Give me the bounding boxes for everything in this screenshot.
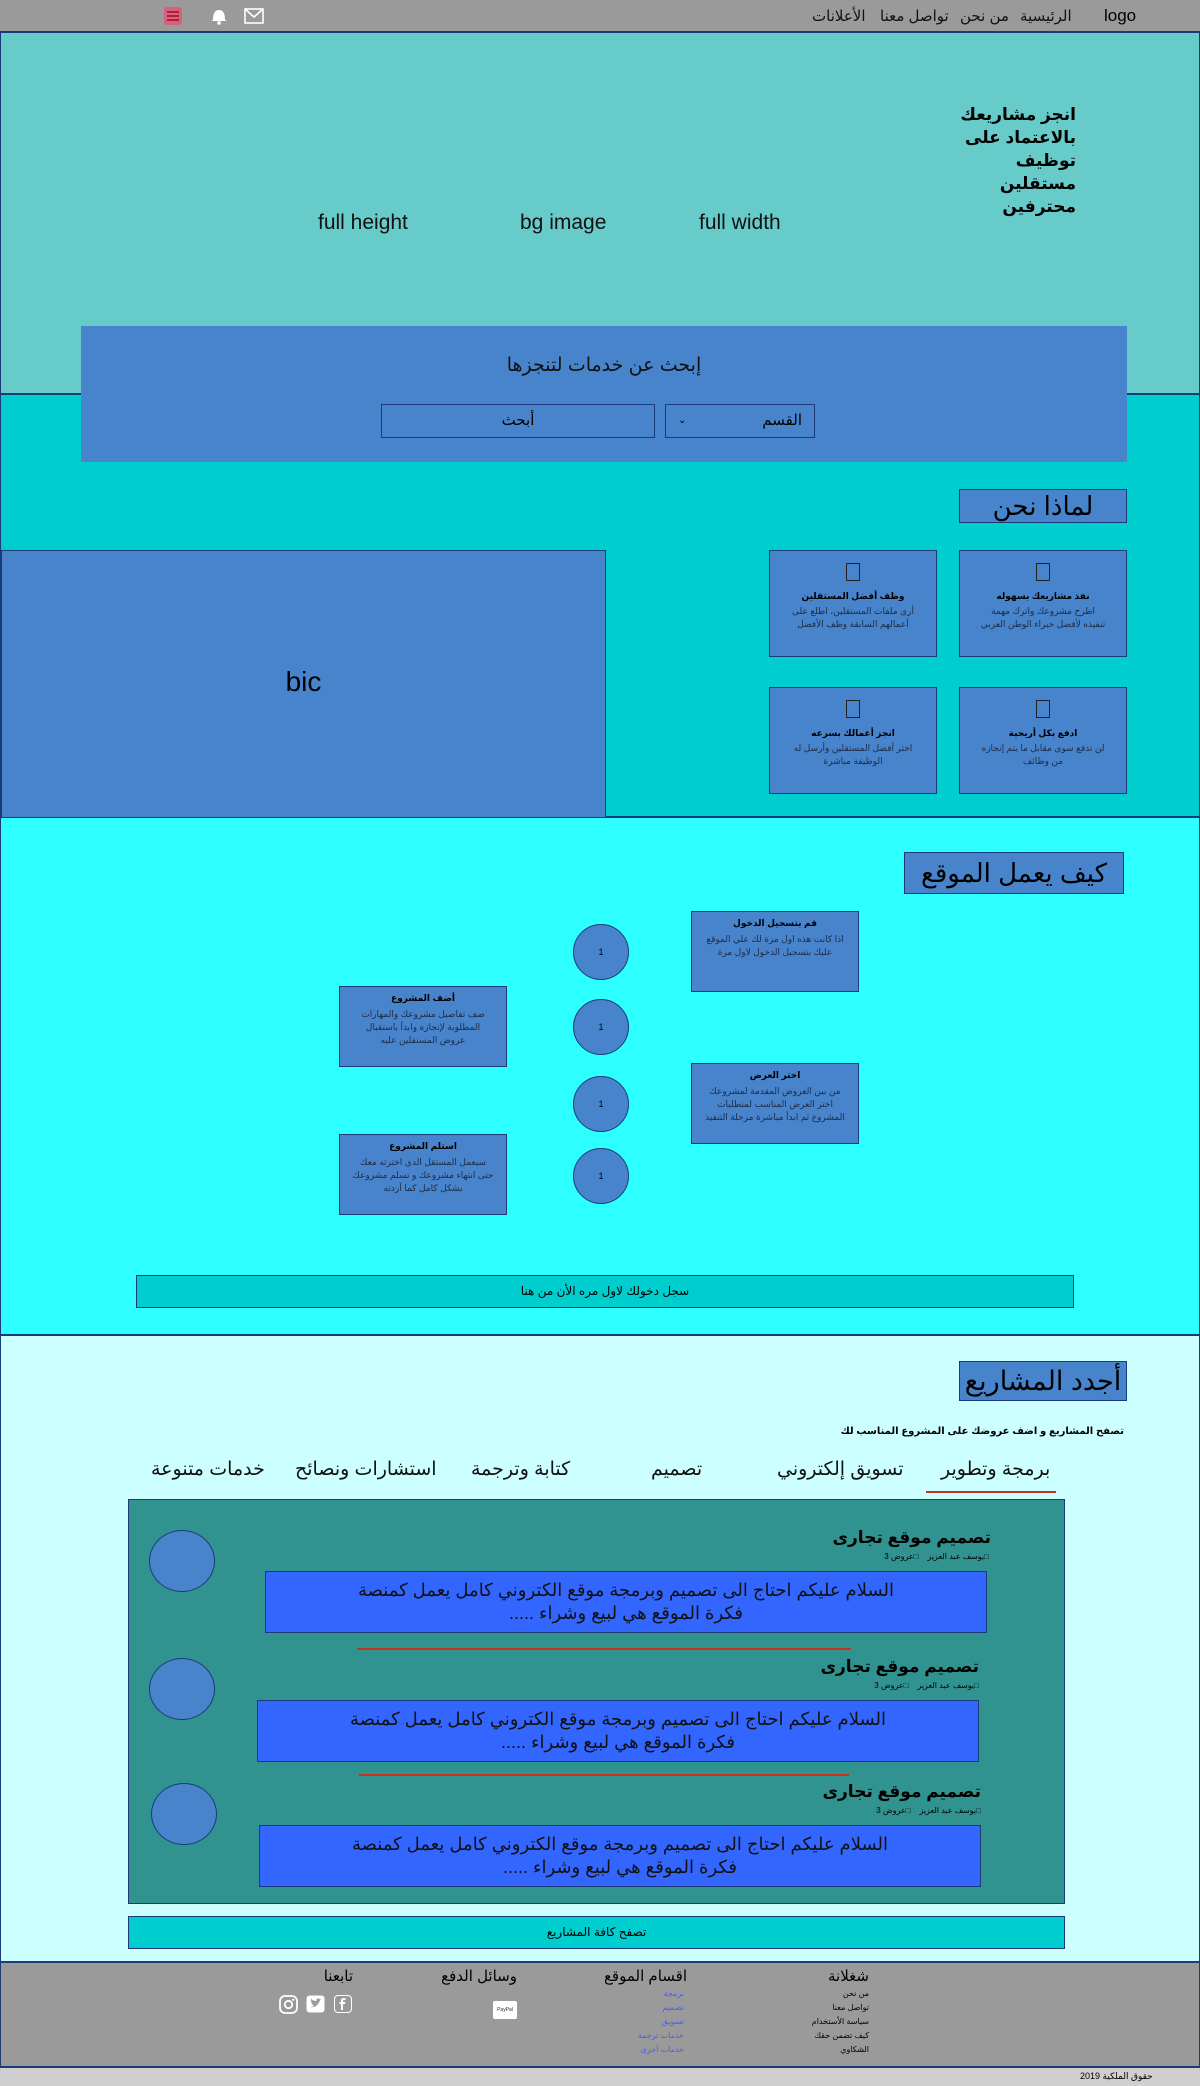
- feature-card: [959, 687, 1127, 794]
- latest-projects-section: [0, 1335, 1200, 1962]
- step-desc: من بين العروض المقدمة لمشروعك اختر العرض المناسب لمتطلبات المشروع ثم ابدأ مباشرة مرحلة التنفيذ: [705, 1086, 845, 1122]
- step-number-circle: 1: [573, 924, 629, 980]
- footer-link[interactable]: كيف تضمن حقك: [814, 2031, 869, 2040]
- feature-title: انجز أعمالك بسرعه: [811, 728, 895, 738]
- project-offers: عروض 3: [876, 1806, 906, 1815]
- footer-section-link[interactable]: تصميم: [662, 2003, 684, 2012]
- footer-link[interactable]: تواصل معنا: [832, 2003, 869, 2012]
- footer-section-link[interactable]: خدمات ترجمة: [637, 2031, 684, 2040]
- project-title[interactable]: تصميم موقع تجارى: [822, 1782, 981, 1801]
- project-offers: عروض 3: [884, 1552, 914, 1561]
- footer-sections-title: اقسام الموقع: [603, 1968, 687, 1985]
- how-it-works-title: كيف يعمل الموقع: [904, 852, 1124, 894]
- step-card: [691, 1063, 859, 1144]
- step-desc: ضف تفاصيل مشروعك والمهارات المطلوبة لإنجازه وابدأ باستقبال عروض المستقلين عليه: [361, 1009, 485, 1045]
- footer-link[interactable]: سياسة الأستخدام: [811, 2017, 869, 2026]
- tab-writing[interactable]: كتابة وترجمة: [471, 1459, 571, 1480]
- footer-link[interactable]: من نحن: [842, 1989, 869, 1998]
- feature-title: ادفع بكل أريحية: [1008, 728, 1078, 738]
- feature-icon: [1036, 700, 1050, 718]
- footer-brand-title: شغلانة: [828, 1968, 869, 1985]
- footer: [0, 1962, 1200, 2067]
- tab-marketing[interactable]: تسويق إلكتروني: [777, 1459, 904, 1480]
- hero-tag-bg-image: bg image: [520, 211, 607, 234]
- feature-desc: اطرح مشروعك واترك مهمة تنفيذه لأفضل خبراء الوطن العربي: [980, 606, 1106, 629]
- projects-list: [128, 1499, 1065, 1904]
- hero-tag-full-width: full width: [699, 211, 781, 234]
- tab-consulting[interactable]: استشارات ونصائح: [295, 1459, 437, 1480]
- nav-link-contact[interactable]: تواصل معنا: [880, 8, 949, 25]
- paypal-badge: [493, 2001, 517, 2019]
- project-title[interactable]: تصميم موقع تجارى: [820, 1657, 979, 1676]
- feature-desc: أرى ملفات المستقلين، اطلع على أعمالهم السابقة وظف الأفضل: [792, 606, 914, 629]
- mail-icon[interactable]: [244, 8, 264, 29]
- search-button[interactable]: أبحث: [381, 404, 655, 438]
- project-desc-line: فكرة الموقع هي لبيع وشراء .....: [503, 1857, 737, 1877]
- feature-card: [769, 550, 937, 657]
- project-separator: [357, 1648, 851, 1650]
- copyright-bar: [0, 2067, 1200, 2086]
- logo[interactable]: logo: [1104, 6, 1137, 25]
- hero-title-line: محترفين: [1002, 197, 1076, 216]
- feature-title: نفذ مشاريعك بسهوله: [996, 591, 1090, 601]
- feature-desc: لن تدفع سوى مقابل ما يتم إنجازه من وظائف: [981, 743, 1105, 766]
- footer-section-link[interactable]: برمجة: [663, 1989, 684, 1998]
- step-number-circle: 1: [573, 1076, 629, 1132]
- project-author[interactable]: يوسف عبد العزيز: [919, 1806, 977, 1815]
- project-desc: [265, 1571, 987, 1633]
- signup-button[interactable]: سجل دخولك لاول مره الأن من هنا: [136, 1275, 1074, 1308]
- avatar[interactable]: [151, 1783, 217, 1845]
- footer-section-link[interactable]: تسويق: [661, 2017, 684, 2026]
- hero-title-line: بالاعتماد على: [965, 128, 1076, 147]
- step-desc: اذا كانت هذه اول مرة لك علي الموقع عليك بتسجيل الدخول لاول مرة: [706, 934, 844, 957]
- step-card: [691, 911, 859, 992]
- footer-follow-title: تابعنا: [323, 1968, 353, 1985]
- step-title: قم بتسجيل الدخول: [733, 918, 817, 928]
- why-us-picture: [1, 550, 606, 818]
- copyright-text: حقوق الملكية 2019: [1080, 2071, 1153, 2081]
- instagram-icon[interactable]: [279, 1995, 298, 2019]
- footer-payment-title: وسائل الدفع: [441, 1968, 517, 1985]
- tab-misc-services[interactable]: خدمات متنوعة: [151, 1459, 265, 1480]
- project-offers: عروض 3: [874, 1681, 904, 1690]
- project-separator: [359, 1774, 849, 1776]
- project-meta: [874, 1681, 979, 1690]
- project-desc-line: السلام عليكم احتاج الى تصميم وبرمجة موقع الكتروني كامل يعمل كمنصة: [350, 1709, 886, 1729]
- project-desc: [257, 1700, 979, 1762]
- latest-projects-title: أجدد المشاريع: [959, 1361, 1127, 1401]
- tab-programming[interactable]: برمجة وتطوير: [941, 1459, 1051, 1480]
- browse-all-projects-button[interactable]: تصفح كافة المشاريع: [128, 1916, 1065, 1949]
- category-select-value: القسم: [762, 412, 802, 429]
- project-author[interactable]: يوسف عبد العزيز: [917, 1681, 975, 1690]
- hero-title-line: توظيف مستقلين: [999, 151, 1076, 193]
- twitter-icon[interactable]: [306, 1995, 325, 2018]
- project-desc-line: السلام عليكم احتاج الى تصميم وبرمجة موقع الكتروني كامل يعمل كمنصة: [358, 1580, 894, 1600]
- hero-title: [946, 103, 1076, 218]
- hero-tag-full-height: full height: [318, 211, 408, 234]
- step-desc: سيعمل المستقل الذي اخترته معك حتى انتهاء مشروعك و تسلم مشروعك بشكل كامل كما أردته: [352, 1157, 494, 1193]
- facebook-icon[interactable]: [334, 1995, 352, 2013]
- feature-icon: [846, 563, 860, 581]
- avatar[interactable]: [149, 1658, 215, 1720]
- step-number-circle: 1: [573, 999, 629, 1055]
- footer-section-link[interactable]: خدمات أخرى: [640, 2045, 684, 2054]
- footer-link[interactable]: الشكاوي: [840, 2045, 869, 2054]
- search-panel: [81, 326, 1127, 462]
- step-card: [339, 986, 507, 1067]
- project-desc-line: فكرة الموقع هي لبيع وشراء .....: [501, 1732, 735, 1752]
- feature-title: وظف أفضل المستقلين: [801, 591, 905, 601]
- chevron-down-icon: ⌄: [678, 415, 687, 426]
- user-icon: □: [974, 1681, 979, 1690]
- user-icon: □: [976, 1806, 981, 1815]
- project-title[interactable]: تصميم موقع تجارى: [832, 1528, 991, 1547]
- step-title: استلم المشروع: [389, 1141, 457, 1151]
- project-meta: [876, 1806, 981, 1815]
- search-title: إبحث عن خدمات لتنجزها: [506, 355, 702, 376]
- step-card: [339, 1134, 507, 1215]
- project-desc-line: فكرة الموقع هي لبيع وشراء .....: [509, 1603, 743, 1623]
- footer-links-list: [812, 1987, 869, 2057]
- feature-icon: [1036, 563, 1050, 581]
- latest-projects-subtitle: تصفح المشاريع و اضف عروضك على المشروع المناسب لك: [840, 1426, 1124, 1437]
- picture-label: bic: [285, 666, 322, 697]
- top-nav: [0, 0, 1200, 32]
- feature-card: [959, 550, 1127, 657]
- feature-desc: اختر أفضل المستقلين وأرسل له الوظيفة مباشرة: [793, 743, 913, 766]
- offers-icon: □: [913, 1552, 919, 1561]
- footer-sections-list: [638, 1987, 684, 2057]
- nav-link-about[interactable]: من نحن: [960, 8, 1009, 25]
- offers-icon: □: [903, 1681, 909, 1690]
- nav-link-home[interactable]: الرئيسية: [1020, 8, 1072, 25]
- step-title: أضف المشروع: [391, 993, 455, 1003]
- user-icon: □: [984, 1552, 989, 1561]
- nav-link-ads[interactable]: الأعلانات: [812, 8, 866, 25]
- tab-design[interactable]: تصميم: [651, 1459, 703, 1480]
- bell-icon[interactable]: [209, 7, 229, 30]
- hero-title-line: انجز مشاريعك: [960, 105, 1076, 124]
- payment-badge-label: PayPal: [497, 2007, 513, 2013]
- step-title: اختر العرض: [749, 1070, 801, 1080]
- project-meta: [884, 1552, 989, 1561]
- category-select[interactable]: [665, 404, 815, 438]
- avatar[interactable]: [149, 1530, 215, 1592]
- why-us-title: لماذا نحن: [959, 489, 1127, 523]
- active-tab-underline: [926, 1491, 1056, 1493]
- step-number-circle: 1: [573, 1148, 629, 1204]
- project-author[interactable]: يوسف عبد العزيز: [927, 1552, 985, 1561]
- project-desc: [259, 1825, 981, 1887]
- feature-icon: [846, 700, 860, 718]
- project-desc-line: السلام عليكم احتاج الى تصميم وبرمجة موقع الكتروني كامل يعمل كمنصة: [352, 1834, 888, 1854]
- feature-card: [769, 687, 937, 794]
- how-it-works-section: [0, 817, 1200, 1335]
- stack-icon[interactable]: [163, 6, 183, 31]
- offers-icon: □: [905, 1806, 911, 1815]
